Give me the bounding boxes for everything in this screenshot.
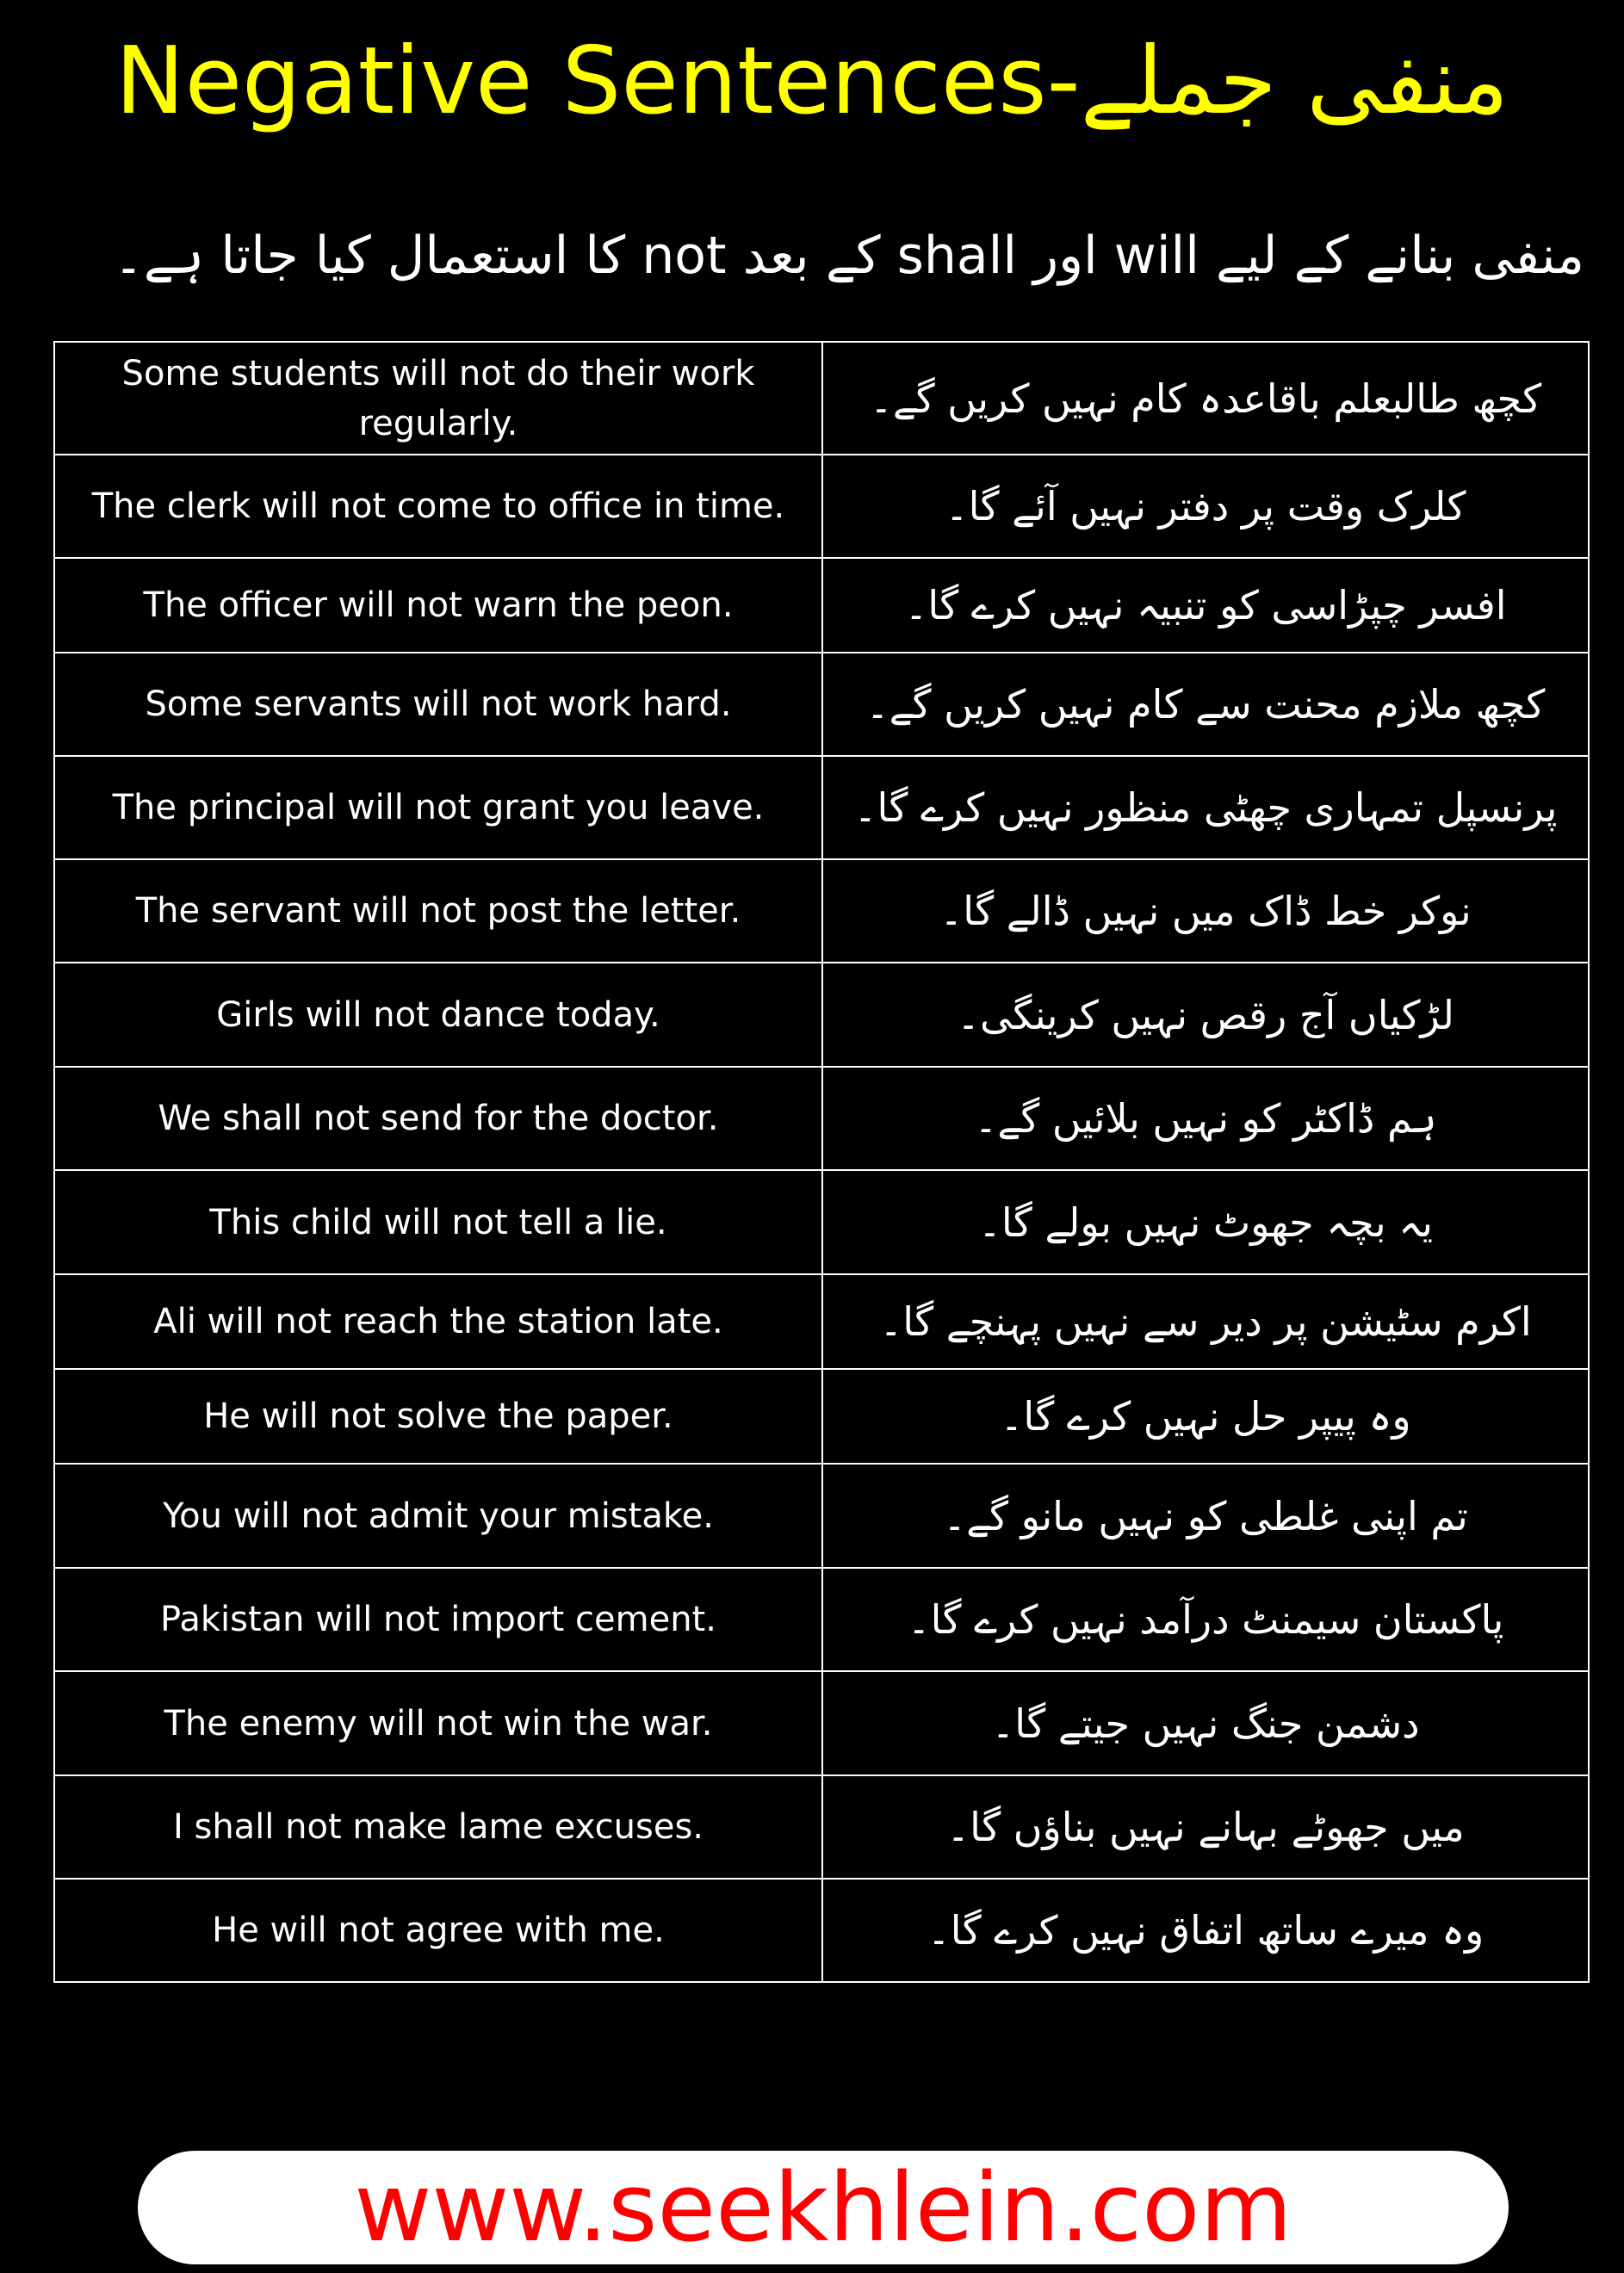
table-row (54, 1879, 1589, 1982)
page-title: Negative Sentences-منفی جملے (115, 28, 1509, 135)
urdu-sentence: تم اپنی غلطی کو نہیں مانو گے۔ (822, 1464, 1589, 1568)
table-row (54, 1170, 1589, 1274)
table-row (54, 1775, 1589, 1879)
english-sentence: This child will not tell a lie. (54, 1170, 822, 1274)
table-row (54, 342, 1589, 455)
table-row (54, 1464, 1589, 1568)
urdu-sentence: کچھ طالبعلم باقاعدہ کام نہیں کریں گے۔ (822, 342, 1589, 455)
urdu-sentence: دشمن جنگ نہیں جیتے گا۔ (822, 1671, 1589, 1775)
urdu-sentence: پاکستان سیمنٹ درآمد نہیں کرے گا۔ (822, 1568, 1589, 1671)
urdu-sentence: کلرک وقت پر دفتر نہیں آئے گا۔ (822, 455, 1589, 558)
urdu-sentence: اکرم سٹیشن پر دیر سے نہیں پہنچے گا۔ (822, 1274, 1589, 1369)
urdu-sentence: کچھ ملازم محنت سے کام نہیں کریں گے۔ (822, 653, 1589, 756)
urdu-sentence: پرنسپل تمہاری چھٹی منظور نہیں کرے گا۔ (822, 756, 1589, 859)
website-banner (138, 2151, 1509, 2264)
english-sentence: Ali will not reach the station late. (54, 1274, 822, 1369)
table-row (54, 1568, 1589, 1671)
table-row (54, 1369, 1589, 1464)
english-sentence: I shall not make lame excuses. (54, 1775, 822, 1879)
english-sentence: He will not agree with me. (54, 1879, 822, 1982)
urdu-sentence: وہ پیپر حل نہیں کرے گا۔ (822, 1369, 1589, 1464)
english-sentence: The principal will not grant you leave. (54, 756, 822, 859)
sentence-table (53, 341, 1590, 1983)
table-row (54, 1067, 1589, 1170)
english-sentence: We shall not send for the doctor. (54, 1067, 822, 1170)
urdu-sentence: افسر چپڑاسی کو تنبیہ نہیں کرے گا۔ (822, 558, 1589, 653)
sentence-table-container (53, 341, 1588, 1983)
urdu-sentence: وہ میرے ساتھ اتفاق نہیں کرے گا۔ (822, 1879, 1589, 1982)
intro-text: منفی بنانے کے لیے will اور shall کے بعد not کا استعمال کیا جاتا ہے۔ (113, 226, 1584, 286)
urdu-sentence: میں جھوٹے بہانے نہیں بناؤں گا۔ (822, 1775, 1589, 1879)
table-row (54, 558, 1589, 653)
table-row (54, 1274, 1589, 1369)
urdu-sentence: نوکر خط ڈاک میں نہیں ڈالے گا۔ (822, 859, 1589, 963)
table-row (54, 859, 1589, 963)
english-sentence: Some servants will not work hard. (54, 653, 822, 756)
website-url[interactable]: www.seekhlein.com (354, 2152, 1292, 2263)
english-sentence: The officer will not warn the peon. (54, 558, 822, 653)
table-row (54, 653, 1589, 756)
english-sentence: The clerk will not come to office in time. (54, 455, 822, 558)
english-sentence: The servant will not post the letter. (54, 859, 822, 963)
table-row (54, 455, 1589, 558)
english-sentence: He will not solve the paper. (54, 1369, 822, 1464)
english-sentence: Pakistan will not import cement. (54, 1568, 822, 1671)
english-sentence: You will not admit your mistake. (54, 1464, 822, 1568)
urdu-sentence: یہ بچہ جھوٹ نہیں بولے گا۔ (822, 1170, 1589, 1274)
table-row (54, 756, 1589, 859)
english-sentence: Some students will not do their work regularly. (54, 342, 822, 455)
english-sentence: The enemy will not win the war. (54, 1671, 822, 1775)
table-row (54, 963, 1589, 1067)
urdu-sentence: لڑکیاں آج رقص نہیں کرینگی۔ (822, 963, 1589, 1067)
english-sentence: Girls will not dance today. (54, 963, 822, 1067)
urdu-sentence: ہم ڈاکٹر کو نہیں بلائیں گے۔ (822, 1067, 1589, 1170)
table-row (54, 1671, 1589, 1775)
